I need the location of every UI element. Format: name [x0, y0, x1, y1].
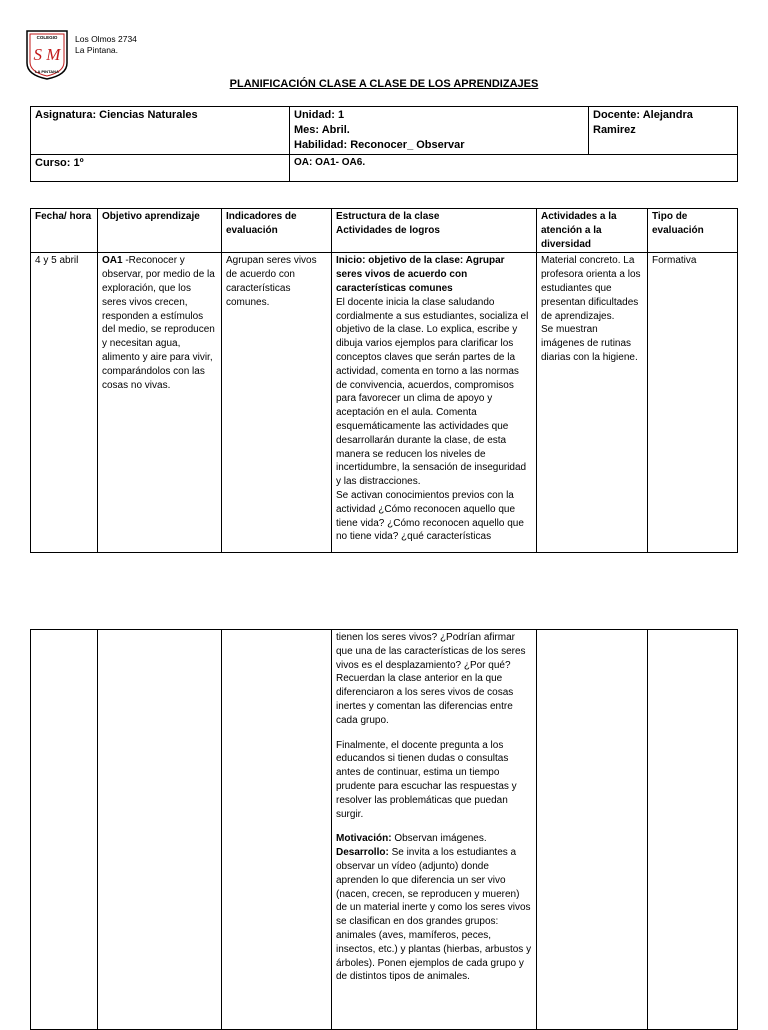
cell-fecha-cont	[31, 630, 98, 1030]
plan-table-continued	[30, 629, 738, 1030]
logo-initials: S M	[33, 45, 61, 64]
school-logo	[25, 29, 69, 81]
desarrollo-line	[336, 846, 532, 984]
desarrollo-text: Se invita a los estudiantes a observar un vídeo (adjunto) donde aprenden lo que diferencia un ser vivo (nacen, crecen, se reproducen y mueren) de un material inerte y como los seres vivos se clasifican en dos grandes grupos: animales (aves, mamíferos, peces, insectos, etc.) y plantas (hierbas, arbustos y árboles). Ponen ejemplos de cada grupo y de distintos tipos de animales.	[336, 847, 532, 983]
cell-indicadores: Agrupan seres vivos de acuerdo con características comunes.	[222, 253, 332, 553]
month-label: Mes: Abril.	[294, 123, 350, 136]
cell-tipo: Formativa	[648, 253, 738, 553]
cell-indicadores-cont	[222, 630, 332, 1030]
cell-objetivo	[98, 253, 222, 553]
col-header-objetivo: Objetivo aprendizaje	[98, 209, 222, 253]
col-header-tipo: Tipo de evaluación	[648, 209, 738, 253]
cell-tipo-cont	[648, 630, 738, 1030]
desarrollo-label: Desarrollo:	[336, 847, 389, 859]
cell-diversidad-cont	[537, 630, 648, 1030]
objetivo-code: OA1	[102, 255, 123, 267]
info-table	[30, 106, 738, 182]
continuation-paragraph-1: tienen los seres vivos? ¿Podrían afirmar que una de las características de los seres vivos es el desplazamiento? ¿Por qué? Recuerdan la clase anterior en la que diferenciaron a los seres vivos de cosas inertes y comentan las diferencias entre cada grupo.	[336, 632, 526, 726]
estructura-heading: Inicio: objetivo de la clase: Agrupar seres vivos de acuerdo con características comunes	[336, 255, 505, 294]
subject-cell: Asignatura: Ciencias Naturales	[31, 107, 290, 155]
teacher-cell: Docente: Alejandra Ramirez	[589, 107, 738, 155]
oa-cell: OA: OA1- OA6.	[290, 155, 738, 182]
course-cell: Curso: 1º	[31, 155, 290, 182]
continuation-paragraph-2: Finalmente, el docente pregunta a los educandos si tienen dudas o consultas antes de continuar, estima un tiempo prudente para escuchar las respuestas y resolver las problemáticas que puedan surgir.	[336, 739, 517, 820]
cell-diversidad: Material concreto. La profesora orienta a los estudiantes que presentan dificultades de aprendizajes. Se muestran imágenes de rutinas diarias con la higiene.	[537, 253, 648, 553]
col-header-fecha: Fecha/ hora	[31, 209, 98, 253]
col-header-estructura: Estructura de la clase Actividades de logros	[332, 209, 537, 253]
cell-estructura	[332, 253, 537, 553]
logo-text-top: COLEGIO	[36, 35, 58, 40]
plan-table	[30, 208, 738, 553]
motivacion-text: Observan imágenes.	[391, 833, 487, 845]
logo-text-bottom: LA PINTANA	[35, 69, 59, 74]
motivacion-line	[336, 832, 532, 846]
cell-estructura-cont	[332, 630, 537, 1030]
motivacion-label: Motivación:	[336, 833, 392, 845]
estructura-paragraph-2: Se activan conocimientos previos con la actividad ¿Cómo reconocen aquello que tiene vida? ¿Cómo reconocen aquello que no tiene vida? ¿qué características	[336, 489, 524, 543]
address-line-1: Los Olmos 2734	[75, 34, 137, 44]
col-header-indicadores: Indicadores de evaluación	[222, 209, 332, 253]
document-title: PLANIFICACIÓN CLASE A CLASE DE LOS APRENDIZAJES	[229, 78, 539, 90]
address	[75, 34, 137, 57]
unit-cell	[290, 107, 589, 155]
objetivo-text: -Reconocer y observar, por medio de la exploración, que los seres vivos crecen, responden a estímulos del medio, se reproducen y necesitan agua, alimento y aire para vivir, comparándolos con las cosas no vivas.	[102, 255, 215, 391]
col-header-diversidad: Actividades a la atención a la diversidad	[537, 209, 648, 253]
unit-label: Unidad: 1	[294, 109, 345, 121]
cell-fecha: 4 y 5 abril	[31, 253, 98, 553]
skill-label: Habilidad: Reconocer_ Observar	[294, 138, 465, 151]
cell-objetivo-cont	[98, 630, 222, 1030]
address-line-2: La Pintana.	[75, 45, 119, 56]
estructura-paragraph-1: El docente inicia la clase saludando cordialmente a sus estudiantes, socializa el objetivo de la clase. Lo explica, escribe y dibuja varios ejemplos para clarificar los conceptos claves que serán partes de la actividad, comenta en torno a las normas de convivencia, acuerdos, compromisos para favorecer un clima de apoyo y aceptación en el aula. Comenta esquemáticamente las actividades que desarrollarán durante la clase, de esta manera se reducen los niveles de incertidumbre, la sensación de inseguridad y las distracciones.	[336, 296, 529, 488]
